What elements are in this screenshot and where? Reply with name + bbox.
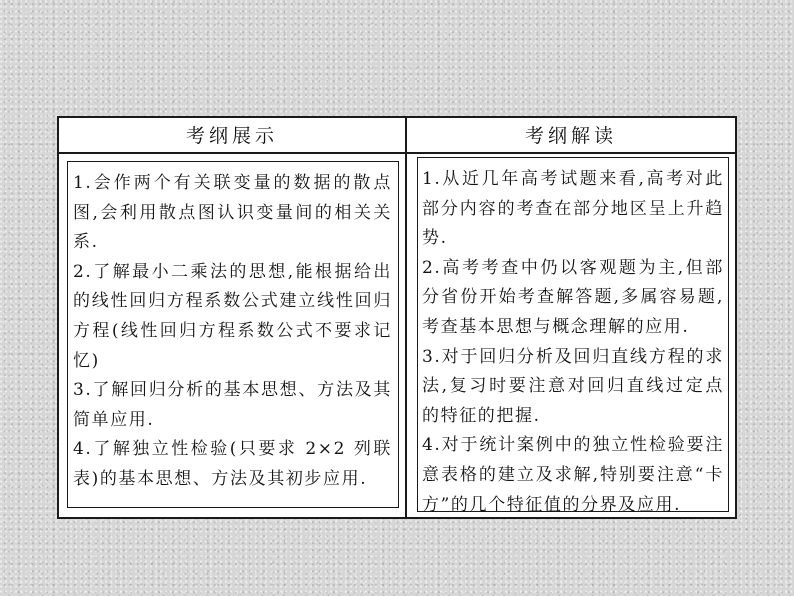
syllabus-interpretation-box	[417, 157, 729, 515]
header-syllabus-interpretation: 考纲解读	[524, 125, 617, 147]
syllabus-display-column	[59, 154, 405, 517]
list-item: 4.对于统计案例中的独立性检验要注意表格的建立及求解,特别要注意“卡方”的几个特征值的分界及应用.	[422, 435, 724, 515]
list-item: 1.从近几年高考试题来看,高考对此部分内容的考查在部分地区呈上升趋势.	[422, 169, 724, 249]
header-syllabus-display: 考纲展示	[185, 125, 278, 147]
list-item: 3.了解回归分析的基本思想、方法及其简单应用.	[73, 380, 392, 430]
syllabus-display-list	[68, 162, 398, 495]
syllabus-interpretation-list	[418, 158, 728, 520]
list-item: 1.会作两个有关联变量的数据的散点图,会利用散点图认识变量间的相关关系.	[73, 173, 392, 253]
list-item: 2.了解最小二乘法的思想,能根据给出的线性回归方程系数公式建立线性回归方程(线性回归方程系数公式不要求记忆)	[73, 261, 392, 371]
syllabus-table	[57, 116, 737, 519]
list-item: 2.高考考查中仍以客观题为主,但部分省份开始考查解答题,多属容易题,考查基本思想与概念理解的应用.	[422, 257, 724, 337]
syllabus-interpretation-column	[407, 154, 735, 517]
syllabus-display-box	[67, 161, 399, 508]
list-item: 3.对于回归分析及回归直线方程的求法,复习时要注意对回归直线过定点的特征的把握.	[422, 346, 724, 426]
list-item: 4.了解独立性检验(只要求 2×2 列联表)的基本思想、方法及其初步应用.	[73, 439, 392, 489]
